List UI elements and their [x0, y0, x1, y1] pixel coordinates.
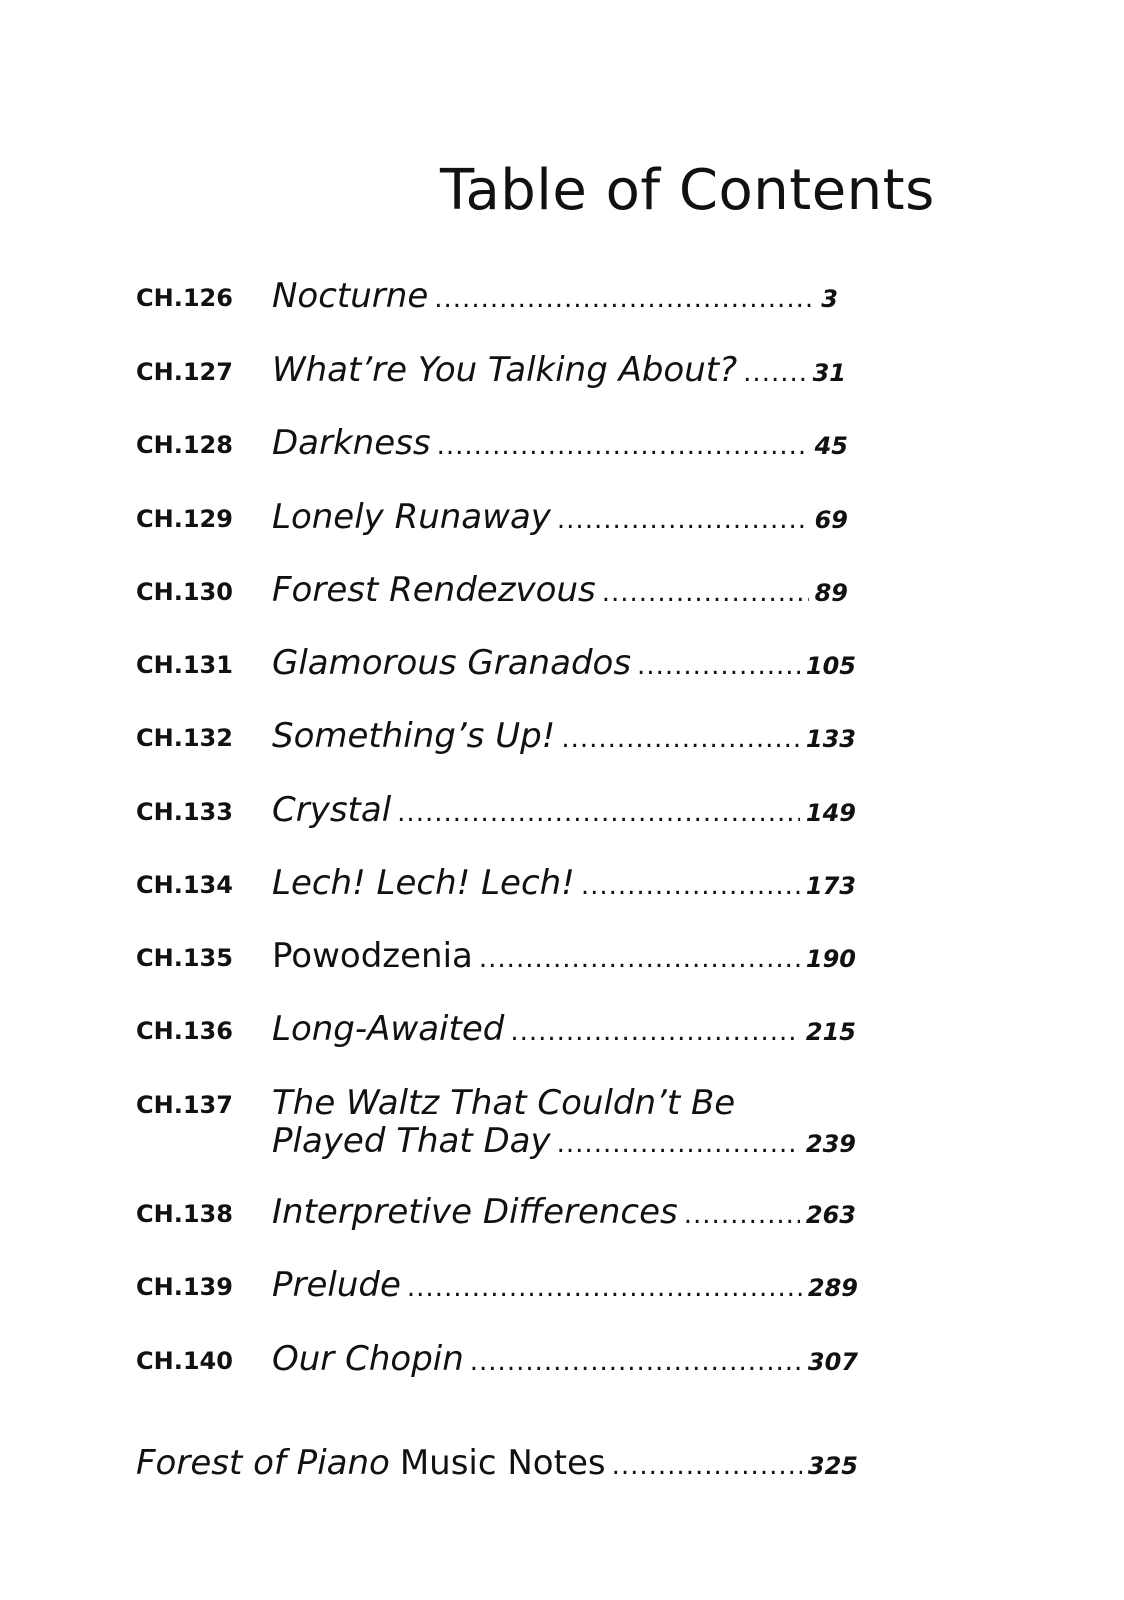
dot-leader [407, 1273, 802, 1303]
toc-footer-entry[interactable] [136, 1443, 858, 1483]
page-number: 133 [805, 725, 856, 753]
chapter-number: CH.132 [136, 724, 233, 752]
toc-entry[interactable] [0, 570, 1124, 616]
toc-entry[interactable] [0, 423, 1124, 469]
page-number: 31 [812, 359, 846, 387]
dot-leader [612, 1451, 802, 1481]
chapter-number: CH.140 [136, 1347, 233, 1375]
toc-entry[interactable] [0, 1339, 1124, 1385]
dot-leader [479, 944, 800, 974]
chapter-title: Long-Awaited [272, 1009, 505, 1049]
toc-entry[interactable] [0, 1083, 1124, 1167]
footer-title-rest: Music Notes [399, 1443, 606, 1483]
page-number: 69 [814, 506, 848, 534]
page-number: 307 [807, 1348, 858, 1376]
chapter-title: Interpretive Differences [272, 1192, 678, 1232]
page-number: 263 [805, 1201, 856, 1229]
dot-leader [437, 431, 809, 461]
chapter-title: Glamorous Granados [272, 643, 632, 683]
chapter-number: CH.138 [136, 1200, 233, 1228]
dot-leader [581, 871, 800, 901]
chapter-title: Something’s Up! [272, 716, 556, 756]
dot-leader [743, 358, 806, 388]
dot-leader [510, 1017, 800, 1047]
chapter-number: CH.139 [136, 1273, 233, 1301]
toc-entry[interactable] [0, 716, 1124, 762]
page-number: 190 [805, 945, 856, 973]
chapter-title: Powodzenia [272, 936, 473, 976]
toc-entry[interactable] [0, 1265, 1124, 1311]
chapter-number: CH.129 [136, 505, 233, 533]
dot-leader [397, 798, 800, 828]
chapter-title: Lonely Runaway [272, 497, 551, 537]
toc-entry[interactable] [0, 1192, 1124, 1238]
dot-leader [602, 578, 809, 608]
page-title: Table of Contents [440, 158, 935, 223]
chapter-number: CH.137 [136, 1091, 233, 1119]
toc-entry[interactable] [0, 936, 1124, 982]
chapter-number: CH.130 [136, 578, 233, 606]
page-number: 289 [807, 1274, 858, 1302]
page-number: 89 [814, 579, 848, 607]
toc-entry[interactable] [0, 790, 1124, 836]
chapter-title: Forest Rendezvous [272, 570, 596, 610]
dot-leader [561, 724, 800, 754]
page-number: 3 [821, 285, 838, 313]
toc-entry[interactable] [0, 497, 1124, 543]
chapter-number: CH.136 [136, 1017, 233, 1045]
page-number: 173 [805, 872, 856, 900]
chapter-title: Crystal [272, 790, 392, 830]
chapter-title: Prelude [272, 1265, 401, 1305]
page-number: 325 [807, 1452, 858, 1480]
dot-leader [557, 505, 809, 535]
footer-title-italic: Forest of Piano [136, 1443, 390, 1483]
chapter-number: CH.127 [136, 358, 233, 386]
chapter-title: Nocturne [272, 276, 429, 316]
toc-entry[interactable] [0, 863, 1124, 909]
chapter-number: CH.131 [136, 651, 233, 679]
chapter-title-line1: The Waltz That Couldn’t Be [272, 1083, 736, 1123]
chapter-title: Our Chopin [272, 1339, 464, 1379]
dot-leader [470, 1347, 802, 1377]
chapter-title-line2: Played That Day [272, 1121, 551, 1161]
chapter-number: CH.126 [136, 284, 233, 312]
chapter-title: What’re You Talking About? [272, 350, 738, 390]
page-number: 239 [805, 1130, 856, 1158]
dot-leader [684, 1200, 800, 1230]
chapter-number: CH.134 [136, 871, 233, 899]
toc-entry[interactable] [0, 643, 1124, 689]
chapter-number: CH.133 [136, 798, 233, 826]
toc-entry[interactable] [0, 350, 1124, 396]
toc-entry[interactable] [0, 276, 1124, 322]
chapter-number: CH.135 [136, 944, 233, 972]
page-number: 149 [805, 799, 856, 827]
dot-leader [557, 1129, 800, 1159]
toc-entry[interactable] [0, 1009, 1124, 1055]
chapter-title: Lech! Lech! Lech! [272, 863, 575, 903]
dot-leader [637, 651, 800, 681]
page-number: 215 [805, 1018, 856, 1046]
chapter-title: Darkness [272, 423, 431, 463]
page-number: 45 [814, 432, 848, 460]
chapter-number: CH.128 [136, 431, 233, 459]
page-number: 105 [805, 652, 856, 680]
dot-leader [434, 284, 815, 314]
